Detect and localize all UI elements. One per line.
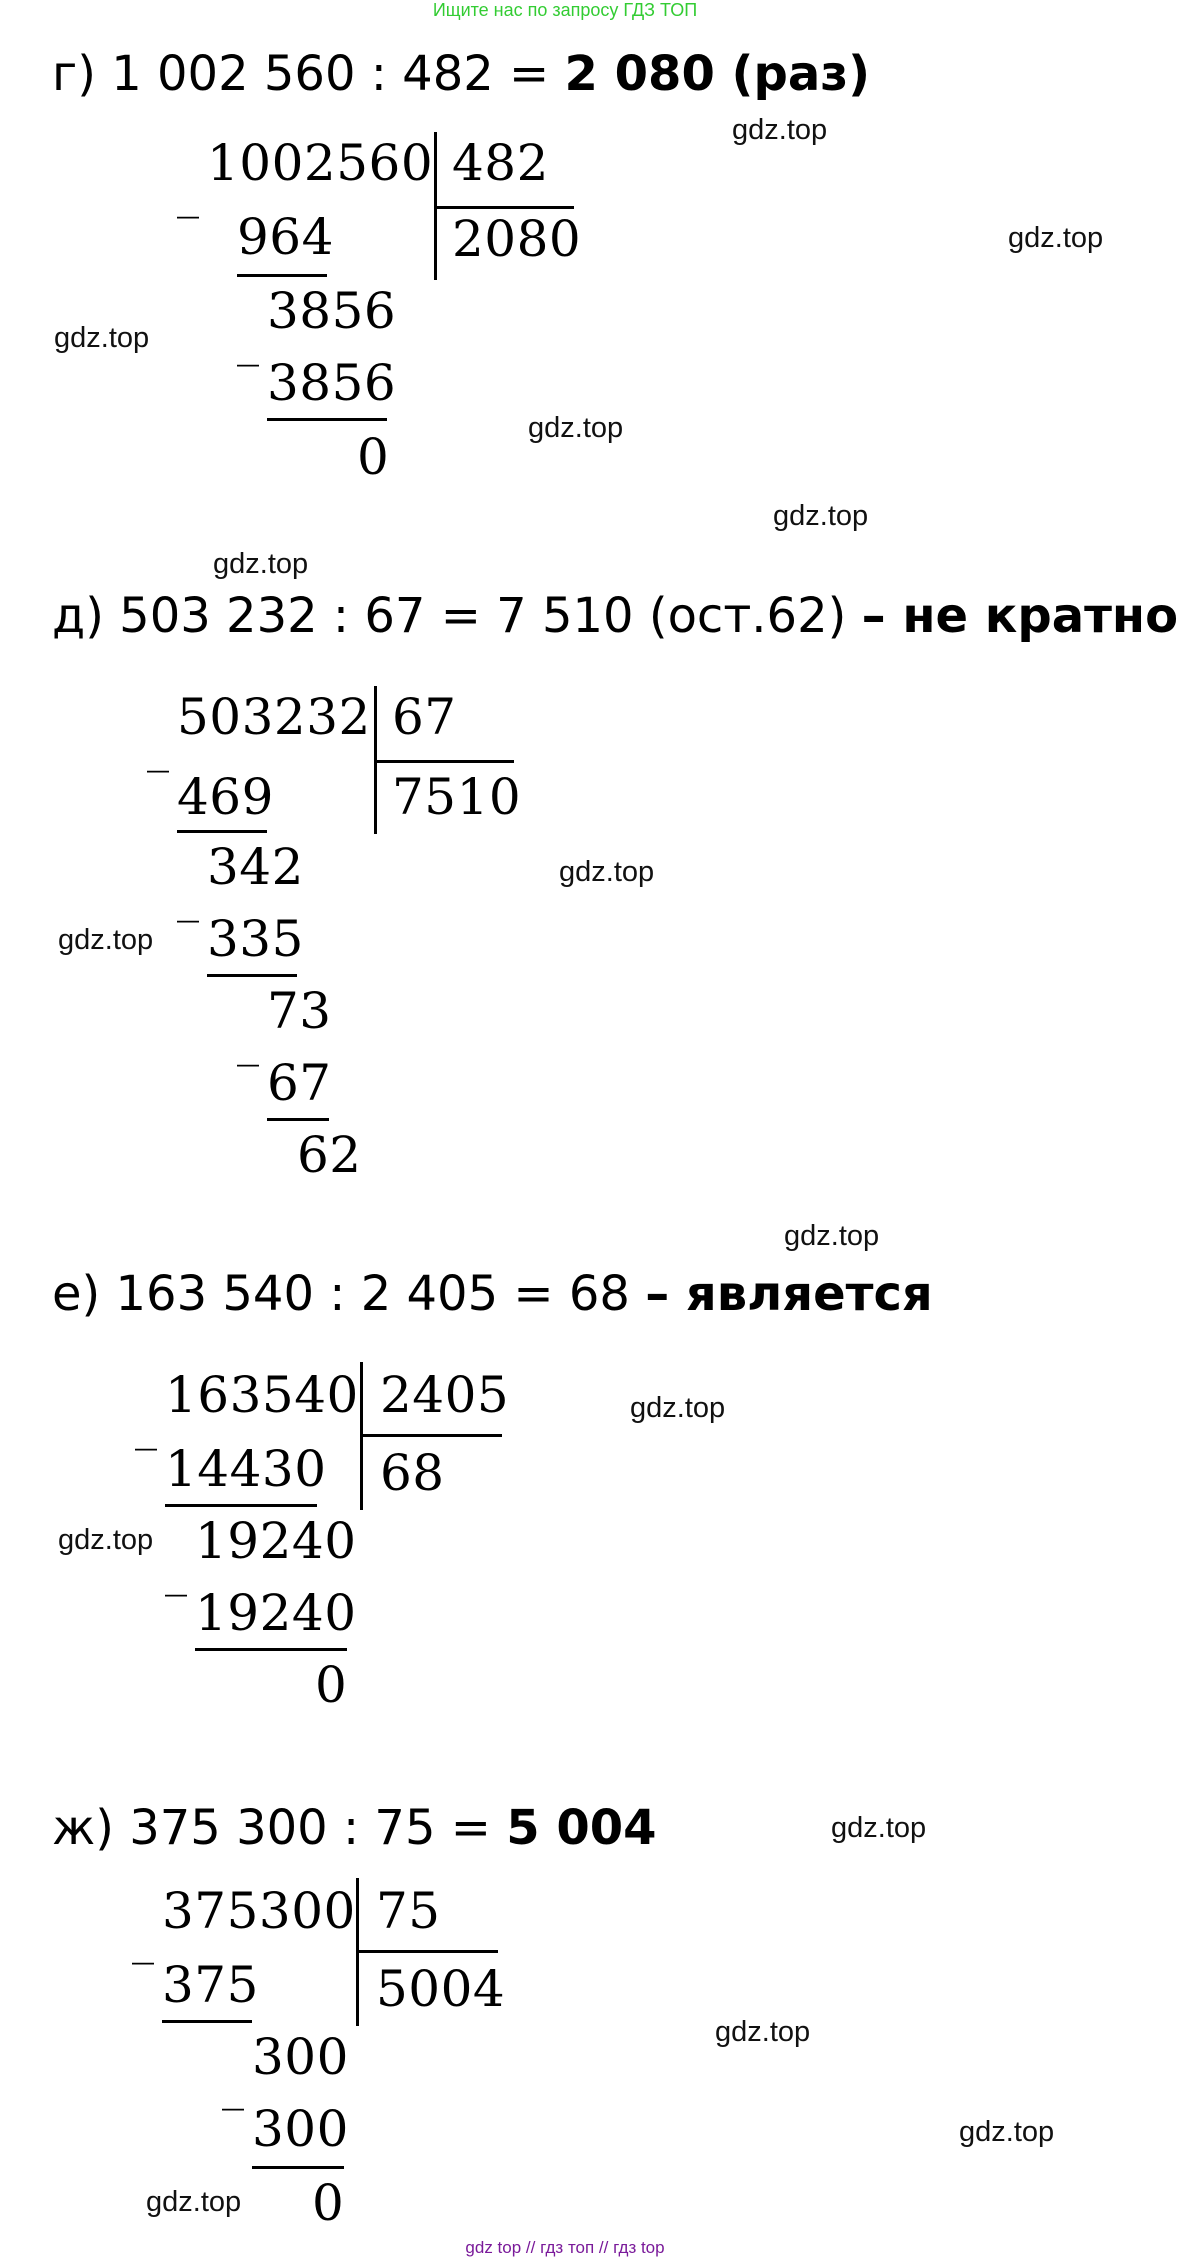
watermark: gdz.top: [58, 924, 154, 956]
problem-e-answer: – является: [645, 1266, 933, 1322]
problem-e-step-1: 14430: [165, 1440, 327, 1498]
problem-d-step-5: 67: [267, 1054, 332, 1112]
minus-sign: _: [222, 2060, 244, 2111]
footer-watermark: gdz top // гдз топ // гдз top: [465, 2238, 665, 2257]
watermark: gdz.top: [959, 2116, 1055, 2148]
watermark: gdz.top: [630, 1392, 726, 1424]
minus-sign: _: [177, 168, 199, 219]
minus-sign: _: [135, 1400, 157, 1451]
watermark: gdz.top: [54, 322, 150, 354]
problem-d-divisor: 67: [392, 688, 457, 746]
problem-e-step-3: 19240: [195, 1584, 357, 1642]
problem-e-remainder: 0: [315, 1656, 348, 1714]
problem-zh-remainder: 0: [312, 2174, 345, 2232]
step-underline: [165, 1504, 317, 1507]
step-underline: [267, 418, 387, 421]
problem-d-step-1: 469: [177, 768, 274, 826]
step-underline: [267, 1118, 329, 1121]
watermark: gdz.top: [715, 2016, 811, 2048]
problem-d-step-3: 335: [207, 910, 304, 968]
division-bar-horizontal: [434, 206, 574, 209]
watermark: gdz.top: [831, 1812, 927, 1844]
step-underline: [195, 1648, 347, 1651]
problem-g-quotient: 2080: [452, 210, 582, 268]
problem-zh-step-1: 375: [162, 1956, 259, 2014]
division-bar-horizontal: [374, 760, 514, 763]
step-underline: [162, 2020, 252, 2023]
problem-g-step-3: 3856: [267, 354, 397, 412]
step-underline: [252, 2166, 344, 2169]
division-bar-horizontal: [360, 1434, 502, 1437]
problem-g-heading: [52, 46, 871, 102]
problem-zh-quotient: 5004: [376, 1960, 506, 2018]
watermark: gdz.top: [213, 548, 309, 580]
problem-zh-dividend: 375300: [162, 1882, 356, 1940]
problem-d-step-2: 342: [207, 838, 304, 896]
problem-e-quotient: 68: [380, 1444, 445, 1502]
problem-zh-heading: [52, 1800, 657, 1856]
watermark: gdz.top: [784, 1220, 880, 1252]
problem-d-step-4: 73: [267, 982, 332, 1040]
problem-d-equation: д) 503 232 : 67 = 7 510 (ост.62): [52, 588, 862, 644]
step-underline: [237, 274, 327, 277]
watermark: gdz.top: [773, 500, 869, 532]
minus-sign: _: [147, 722, 169, 773]
minus-sign: _: [165, 1546, 187, 1597]
problem-g-divisor: 482: [452, 134, 549, 192]
step-underline: [177, 830, 267, 833]
problem-d-answer: – не кратно: [861, 588, 1178, 644]
problem-zh-answer: 5 004: [506, 1800, 657, 1856]
watermark: gdz.top: [1008, 222, 1104, 254]
problem-d-quotient: 7510: [392, 768, 522, 826]
step-underline: [207, 974, 297, 977]
problem-d-remainder: 62: [297, 1126, 362, 1184]
watermark: gdz.top: [732, 114, 828, 146]
minus-sign: _: [237, 316, 259, 367]
problem-g-equation: г) 1 002 560 : 482 =: [52, 46, 565, 102]
watermark: gdz.top: [146, 2186, 242, 2218]
problem-e-divisor: 2405: [380, 1366, 510, 1424]
problem-zh-divisor: 75: [376, 1882, 441, 1940]
problem-g-step-1: 964: [237, 208, 334, 266]
watermark: gdz.top: [528, 412, 624, 444]
problem-g-dividend: 1002560: [207, 134, 434, 192]
problem-zh-equation: ж) 375 300 : 75 =: [52, 1800, 507, 1856]
problem-g-answer: 2 080 (раз): [564, 46, 871, 102]
problem-e-equation: е) 163 540 : 2 405 = 68: [52, 1266, 646, 1322]
problem-g-step-2: 3856: [267, 282, 397, 340]
problem-d-heading: [52, 588, 1178, 644]
problem-zh-step-2: 300: [252, 2028, 349, 2086]
problem-e-heading: [52, 1266, 933, 1322]
watermark: gdz.top: [58, 1524, 154, 1556]
problem-e-dividend: 163540: [165, 1366, 359, 1424]
watermark: gdz.top: [559, 856, 655, 888]
problem-zh-step-3: 300: [252, 2100, 349, 2158]
problem-e-step-2: 19240: [195, 1512, 357, 1570]
division-bar-horizontal: [356, 1950, 498, 1953]
problem-d-dividend: 503232: [177, 688, 371, 746]
problem-g-remainder: 0: [357, 428, 390, 486]
minus-sign: _: [177, 872, 199, 923]
search-banner: Ищите нас по запросу ГДЗ ТОП: [432, 0, 698, 20]
minus-sign: _: [132, 1914, 154, 1965]
minus-sign: _: [237, 1016, 259, 1067]
